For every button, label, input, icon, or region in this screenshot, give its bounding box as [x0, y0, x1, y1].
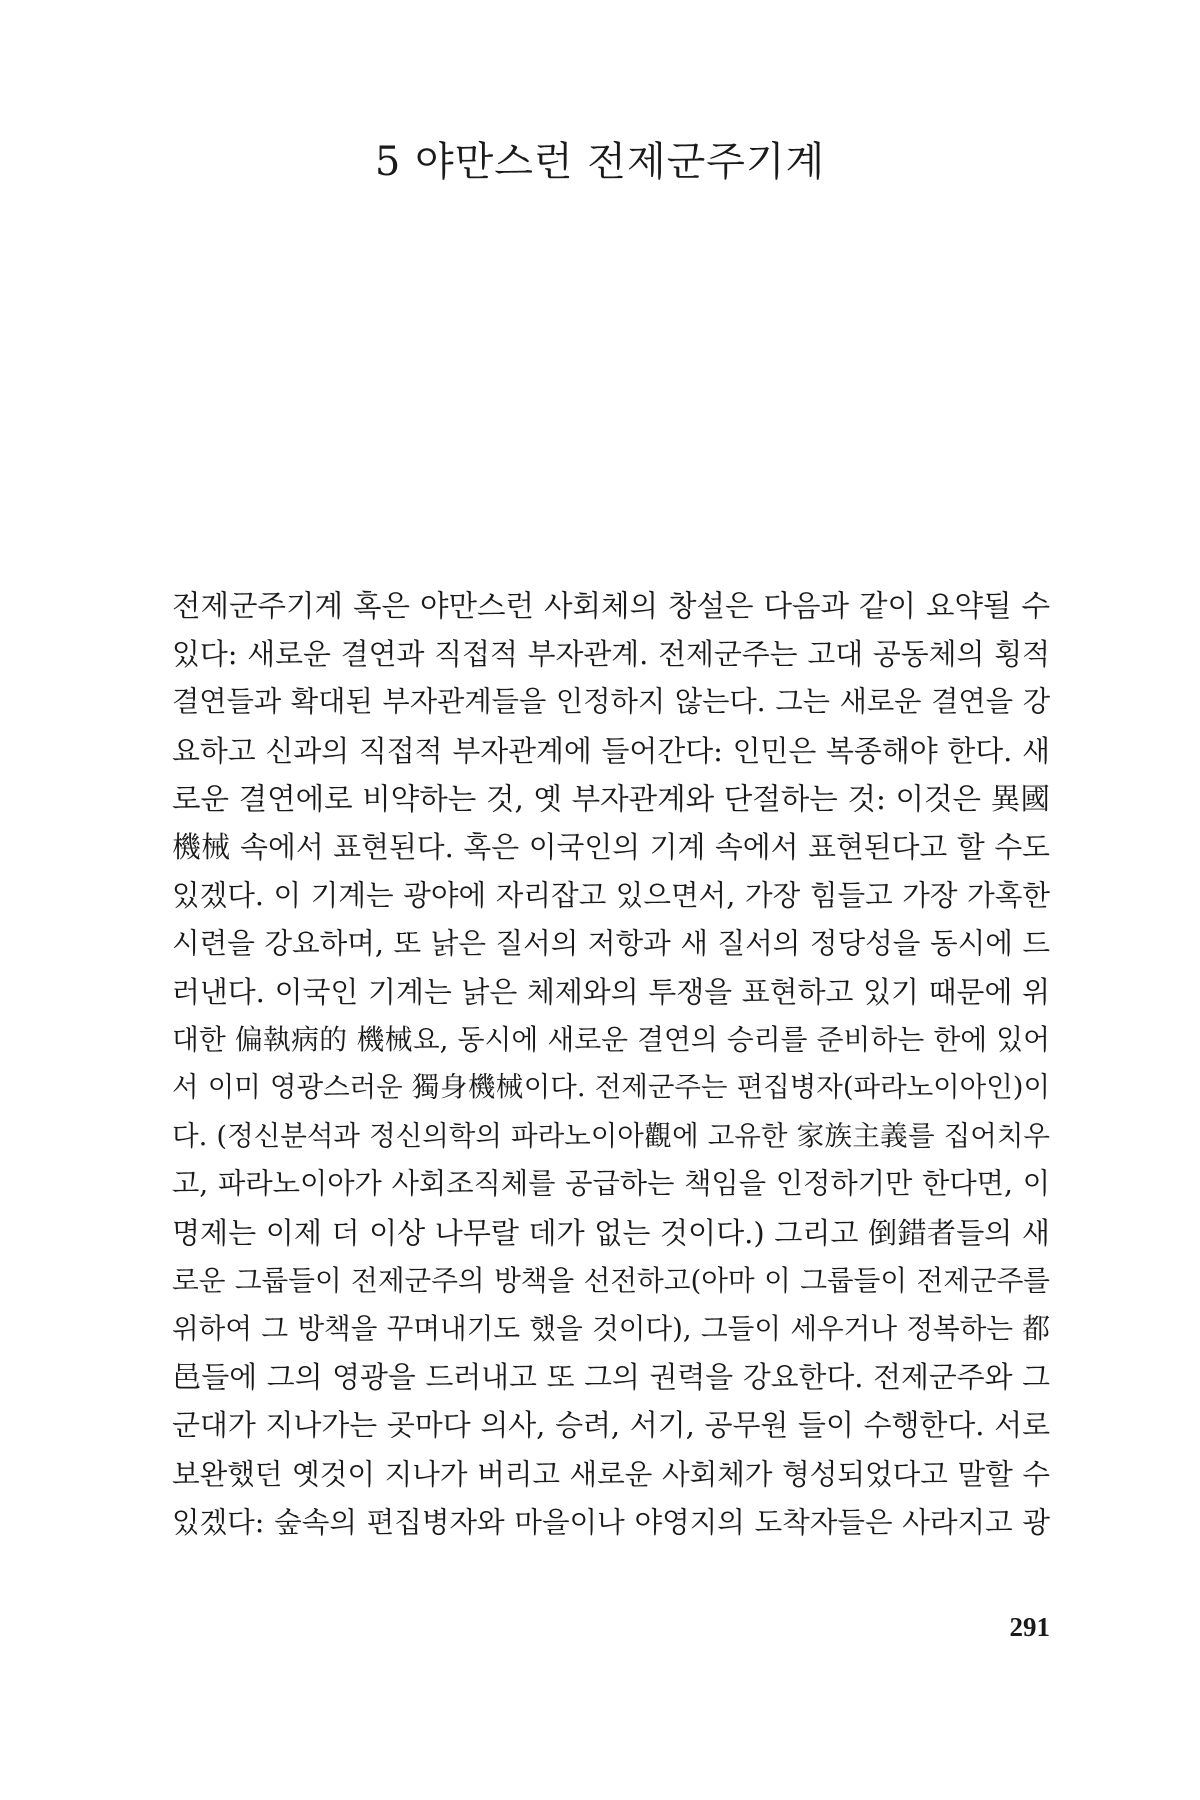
- text-line: 고, 파라노이아가 사회조직체를 공급하는 책임을 인정하기만 한다면, 이: [172, 1167, 1050, 1201]
- text-line: 다. (정신분석과 정신의학의 파라노이아觀에 고유한 家族主義를 집어치우: [172, 1120, 1050, 1153]
- text-line: 機械 속에서 표현된다. 혹은 이국인의 기계 속에서 표현된다고 할 수도: [172, 830, 1050, 865]
- text-line: 시련을 강요하며, 또 낡은 질서의 저항과 새 질서의 정당성을 동시에 드: [172, 926, 1050, 961]
- text-line: 결연들과 확대된 부자관계들을 인정하지 않는다. 그는 새로운 결연을 강: [172, 685, 1050, 719]
- page-number: 291: [1009, 1612, 1050, 1642]
- text-line: 위하여 그 방책을 꾸며내기도 했을 것이다), 그들이 세우거나 정복하는 都: [172, 1312, 1050, 1346]
- text-line: 로운 결연에로 비약하는 것, 옛 부자관계와 단절하는 것: 이것은 異國: [172, 781, 1050, 816]
- text-line: 요하고 신과의 직접적 부자관계에 들어간다: 인민은 복종해야 한다. 새: [172, 733, 1050, 768]
- text-line: 대한 偏執病的 機械요, 동시에 새로운 결연의 승리를 준비하는 한에 있어: [172, 1022, 1050, 1056]
- body-paragraph: [172, 582, 1050, 1546]
- text-line: 있겠다: 숲속의 편집병자와 마을이나 야영지의 도착자들은 사라지고 광: [172, 1504, 1050, 1539]
- text-line: 서 이미 영광스러운 獨身機械이다. 전제군주는 편집병자(파라노이아인)이: [172, 1072, 1050, 1104]
- text-line: 군대가 지나가는 곳마다 의사, 승려, 서기, 공무원 들이 수행한다. 서로: [172, 1408, 1050, 1443]
- text-line: 邑들에 그의 영광을 드러내고 또 그의 권력을 강요한다. 전제군주와 그: [172, 1360, 1050, 1395]
- text-line: 전제군주기계 혹은 야만스런 사회체의 창설은 다음과 같이 요약될 수: [172, 589, 1050, 623]
- text-line: 있다: 새로운 결연과 직접적 부자관계. 전제군주는 고대 공동체의 횡적: [172, 637, 1050, 672]
- text-line: 러낸다. 이국인 기계는 낡은 체제와의 투쟁을 표현하고 있기 때문에 위: [172, 974, 1050, 1009]
- text-line: 로운 그룹들이 전제군주의 방책을 선전하고(아마 이 그룹들이 전제군주를: [172, 1263, 1050, 1297]
- text-line: 명제는 이제 더 이상 나무랄 데가 없는 것이다.) 그리고 倒錯者들의 새: [172, 1215, 1050, 1250]
- text-line: 보완했던 옛것이 지나가 버리고 새로운 사회체가 형성되었다고 말할 수: [172, 1456, 1050, 1491]
- chapter-title: 5 야만스런 전제군주기계: [374, 139, 826, 185]
- text-line: 있겠다. 이 기계는 광야에 자리잡고 있으면서, 가장 힘들고 가장 가혹한: [172, 878, 1050, 913]
